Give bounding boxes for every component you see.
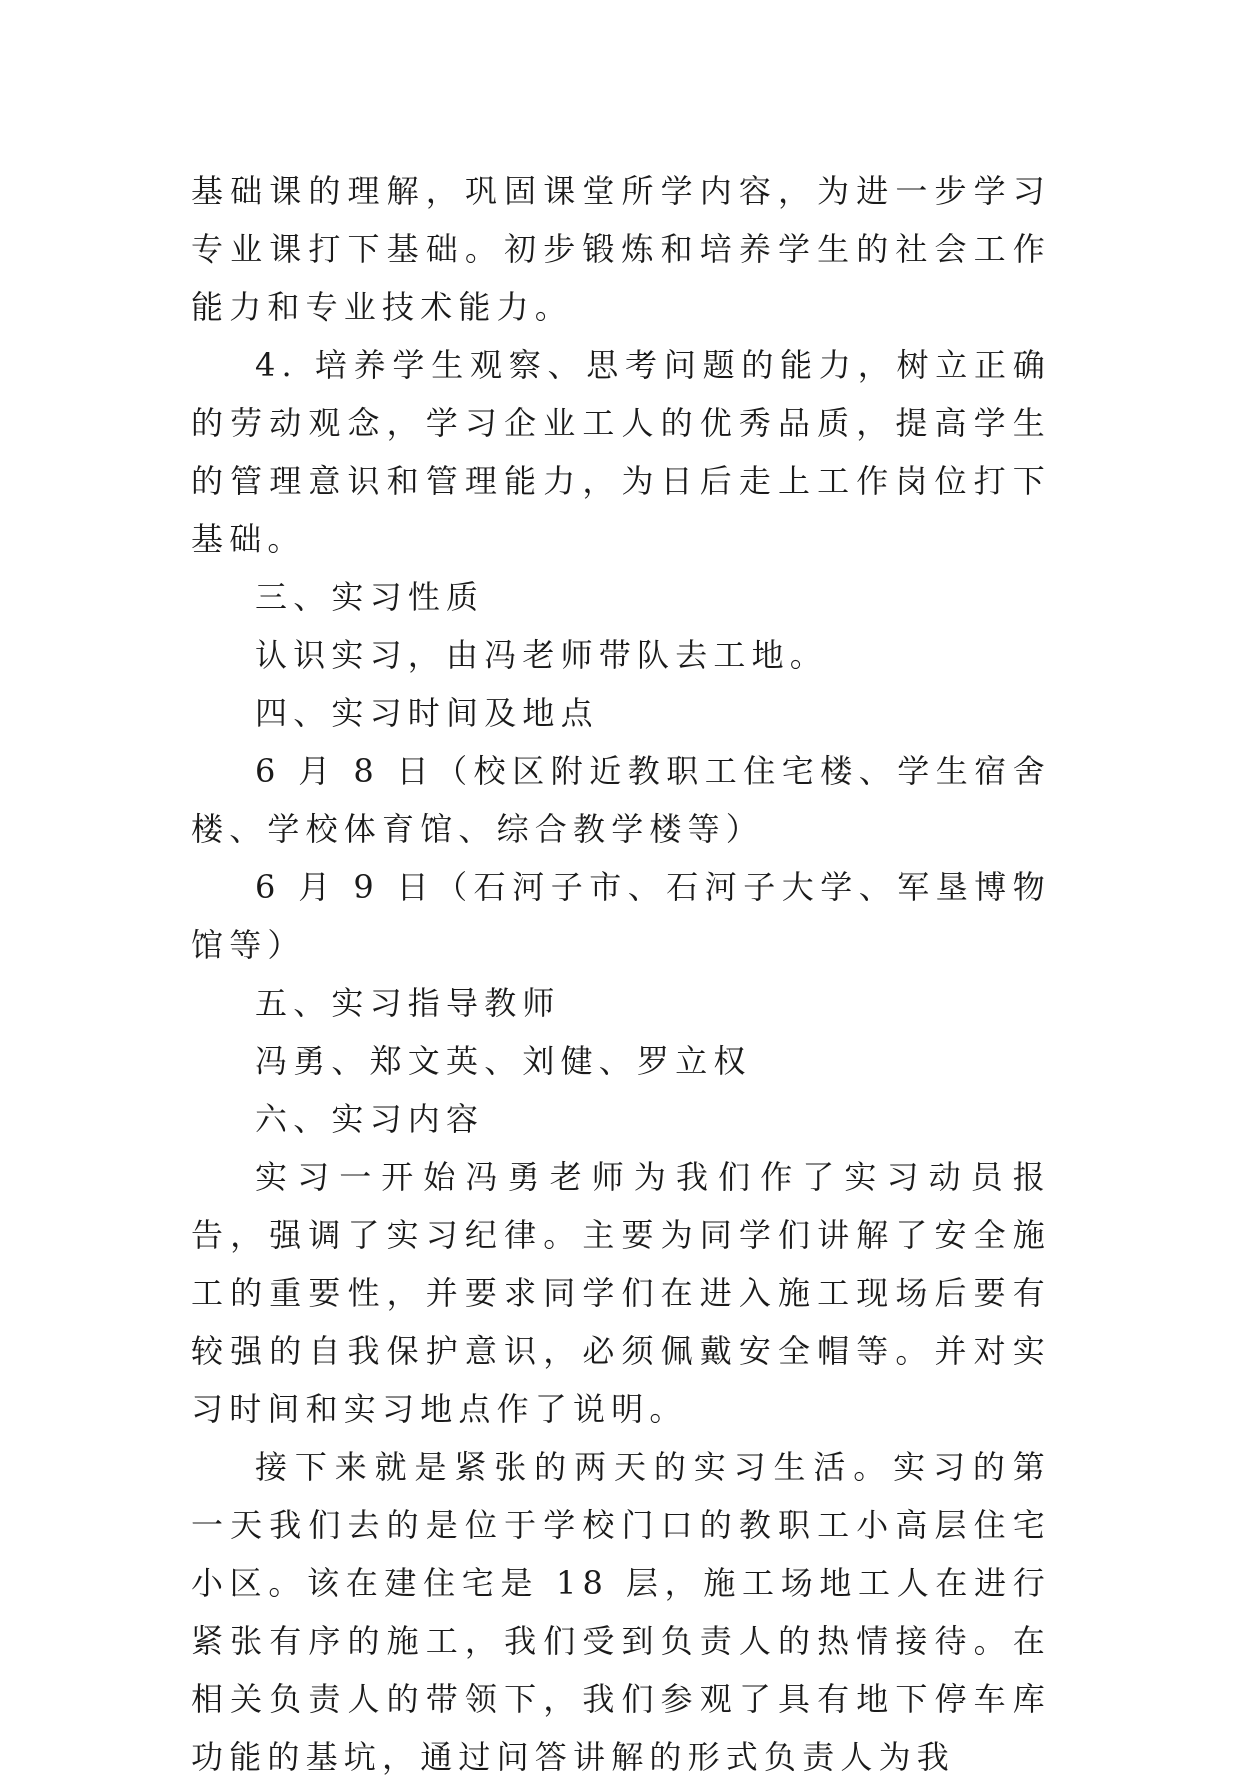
section-heading-internship-nature: 三、实习性质 xyxy=(255,578,485,616)
paragraph-internship-nature: 认识实习，由冯老师带队去工地。 xyxy=(255,636,829,674)
paragraph-schedule-june-9: 6 月 9 日（石河子市、石河子大学、军垦博物馆等） xyxy=(191,868,1051,964)
section-heading-time-and-place: 四、实习时间及地点 xyxy=(255,694,599,732)
paragraph-continued-purpose: 基础课的理解，巩固课堂所学内容，为进一步学习专业课打下基础。初步锻炼和培养学生的社会工作能力和专业技术能力。 xyxy=(191,172,1051,326)
paragraph-mobilization-report: 实习一开始冯勇老师为我们作了实习动员报告，强调了实习纪律。主要为同学们讲解了安全施工的重要性，并要求同学们在进入施工现场后要有较强的自我保护意识，必须佩戴安全帽等。并对实习时间和实习地点作了说明。 xyxy=(191,1158,1051,1428)
section-heading-content: 六、实习内容 xyxy=(255,1100,485,1138)
paragraph-first-day-visit: 接下来就是紧张的两天的实习生活。实习的第一天我们去的是位于学校门口的教职工小高层住宅小区。该在建住宅是 18 层，施工场地工人在进行紧张有序的施工，我们受到负责人的热情接待。在相关负责人的带领下，我们参观了具有地下停车库功能的基坑，通过问答讲解的形式负责人为我 xyxy=(191,1448,1051,1776)
paragraph-instructor-names: 冯勇、郑文英、刘健、罗立权 xyxy=(255,1042,752,1080)
document-body xyxy=(191,162,1051,1786)
paragraph-purpose-item-4: 4. 培养学生观察、思考问题的能力，树立正确的劳动观念，学习企业工人的优秀品质，提高学生的管理意识和管理能力，为日后走上工作岗位打下基础。 xyxy=(191,346,1051,558)
section-heading-instructors: 五、实习指导教师 xyxy=(255,984,561,1022)
paragraph-schedule-june-8: 6 月 8 日（校区附近教职工住宅楼、学生宿舍楼、学校体育馆、综合教学楼等） xyxy=(191,752,1051,848)
